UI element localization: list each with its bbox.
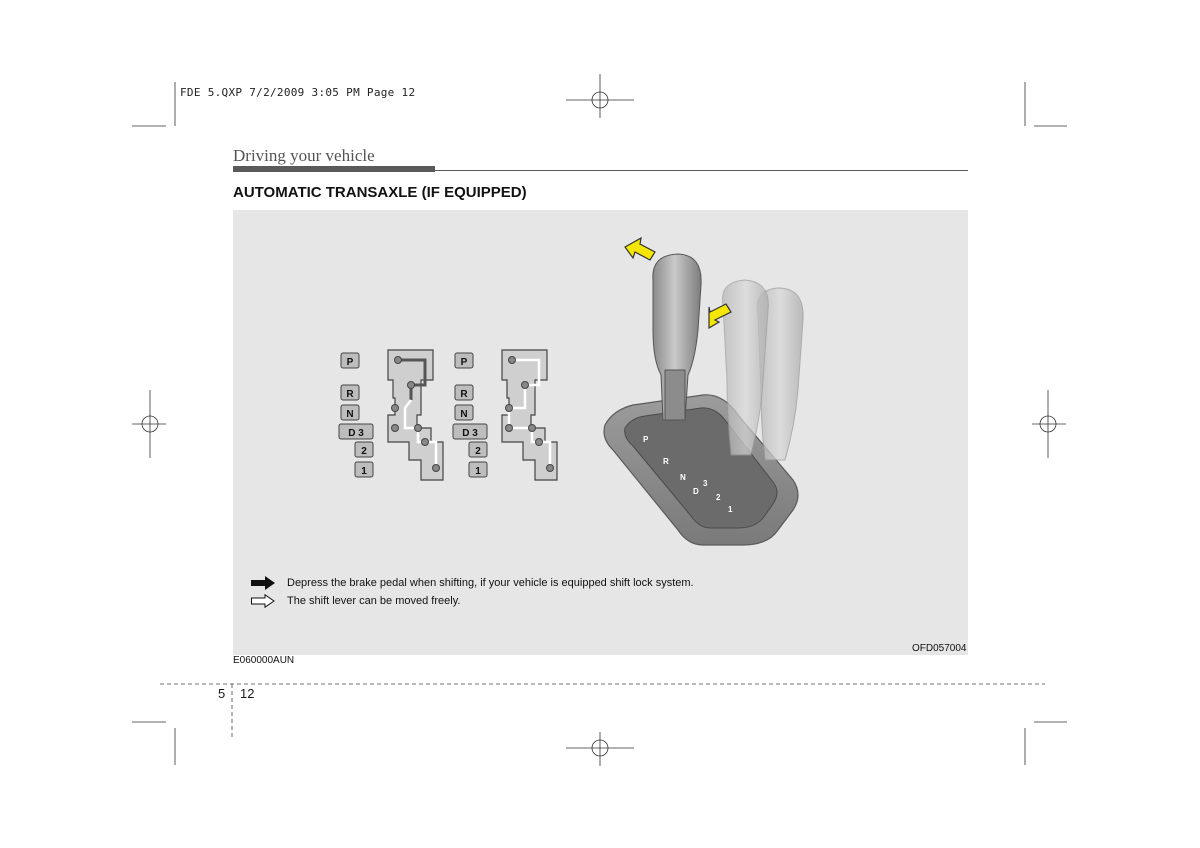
gate-label-1: 1	[475, 466, 481, 477]
document-code: E060000AUN	[233, 655, 295, 666]
legend-text-free: The shift lever can be moved freely.	[287, 595, 461, 607]
plate-label-1: 1	[728, 505, 733, 514]
gate-label-p: P	[460, 357, 468, 368]
footer-section-number: 5	[218, 686, 226, 701]
gate-label-d3: D 3	[348, 428, 364, 439]
outline-arrow-icon	[251, 594, 275, 608]
plate-label-2: 2	[716, 493, 721, 502]
gate-label-1: 1	[361, 466, 367, 477]
footer-page-number: 12	[240, 686, 255, 701]
figure-code: OFD057004	[912, 643, 967, 654]
plate-label-d: D	[693, 487, 699, 496]
section-title: Driving your vehicle	[233, 146, 375, 165]
gate-diagram-right	[453, 350, 557, 480]
title-underline-thick	[233, 166, 435, 172]
plate-label-3: 3	[703, 479, 708, 488]
plate-label-n: N	[680, 473, 686, 482]
solid-arrow-icon	[251, 576, 275, 590]
page-heading: AUTOMATIC TRANSAXLE (IF EQUIPPED)	[233, 184, 527, 201]
transaxle-figure	[233, 210, 968, 655]
shifter-illustration	[604, 238, 803, 545]
gate-label-2: 2	[475, 446, 481, 457]
gate-label-2: 2	[361, 446, 367, 457]
gate-label-r: R	[460, 389, 468, 400]
title-underline-thin	[435, 170, 968, 171]
gate-label-n: N	[346, 409, 354, 420]
legend-row-shift-lock	[251, 575, 694, 591]
plate-label-r: R	[663, 457, 669, 466]
gate-label-r: R	[346, 389, 354, 400]
gate-label-n: N	[460, 409, 468, 420]
print-slug: FDE 5.QXP 7/2/2009 3:05 PM Page 12	[180, 86, 416, 99]
legend-row-free	[251, 593, 460, 609]
gate-label-p: P	[346, 357, 354, 368]
gate-diagram-left	[339, 350, 443, 480]
legend-text-shift-lock: Depress the brake pedal when shifting, if your vehicle is equipped shift lock system.	[287, 577, 694, 589]
gate-label-d3: D 3	[462, 428, 478, 439]
plate-label-p: P	[643, 435, 649, 444]
